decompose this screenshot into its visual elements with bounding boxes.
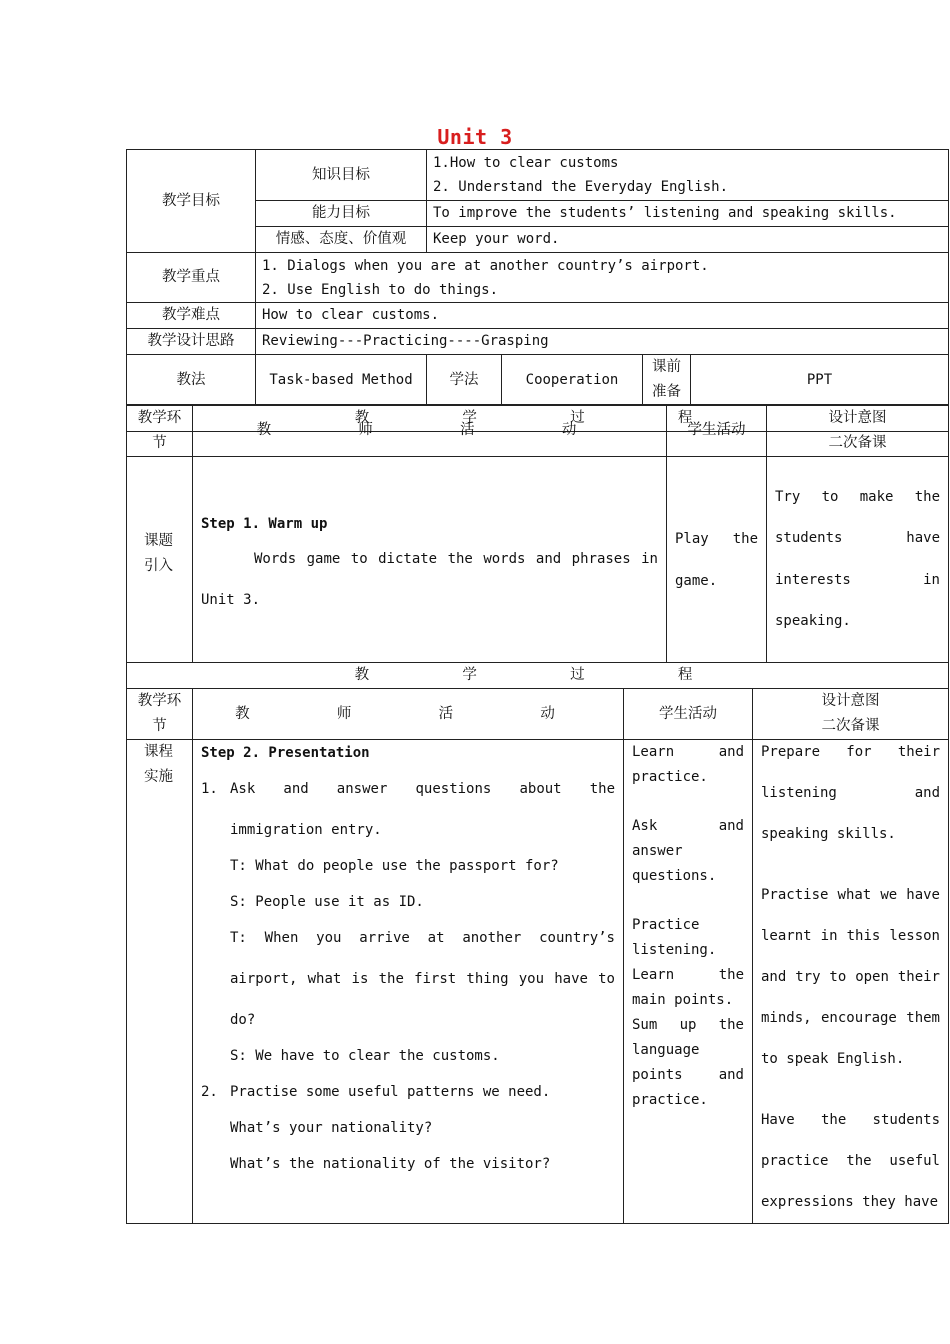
teacher-header-2-text: 教 师 活 动 [235, 705, 581, 722]
section1-body-line2: Unit 3. [201, 591, 261, 608]
item1-line2: immigration entry. [230, 822, 382, 838]
dialog-long-line2: airport, what is the first thing you have to [230, 971, 615, 987]
prep-value: PPT [691, 355, 949, 406]
dialog-answer: S: We have to clear the customs. [230, 1048, 500, 1064]
prep-label: 课前准备 [643, 355, 691, 406]
item2-text: Practise some useful patterns we need. [230, 1084, 551, 1100]
design-text: Reviewing---Practicing----Grasping [256, 329, 949, 355]
method-label: 教法 [127, 355, 256, 406]
intent-header-2-line1: 设计意图 [821, 693, 880, 709]
process-header-2 [127, 663, 949, 689]
key-point-item: 2. Use English to do things. [262, 281, 499, 298]
ability-label: 能力目标 [256, 201, 427, 227]
dialog-line: S: People use it as ID. [230, 894, 424, 910]
section2-step: Step 2. Presentation [201, 745, 370, 761]
method-value: Task-based Method [256, 355, 427, 406]
student-block: Sum up the language points and practice. [632, 1017, 744, 1108]
key-points-label: 教学重点 [127, 253, 256, 303]
knowledge-item: 1.How to clear customs [433, 155, 619, 171]
difficulties-text: How to clear customs. [256, 303, 949, 329]
patterns [201, 1110, 615, 1182]
process-header-2-text: 教 学 过 程 [354, 667, 721, 683]
section1-student: Play the game. [667, 457, 767, 663]
student-block: Learn and practice. [632, 744, 744, 785]
knowledge-item: 2. Understand the Everyday English. [433, 179, 729, 195]
section1-intent: Try to make the students have interests in speaking. [767, 457, 949, 663]
lesson-info-table [126, 149, 949, 432]
process-header-text: 教 学 过 程 [354, 410, 721, 426]
intent-header-2-line2: 二次备课 [821, 718, 880, 734]
study-label: 学法 [427, 355, 502, 406]
section2-item1 [201, 766, 615, 812]
section1-teacher [193, 457, 667, 663]
intent-header-line2: 二次备课 [828, 434, 887, 451]
emotion-text: Keep your word. [427, 227, 949, 253]
section2-stage: 课程实施 [127, 740, 193, 1224]
intent-header-line1: 设计意图 [828, 409, 887, 426]
difficulties-label: 教学难点 [127, 303, 256, 329]
dialog-long-line1: T: When you arrive at another country’s [230, 930, 615, 946]
intent-header [767, 405, 949, 457]
dialog-line: T: What do people use the passport for? [230, 858, 559, 874]
student-block: Learn the main points. [632, 967, 744, 1008]
section2-item2 [201, 1074, 615, 1110]
emotion-label: 情感、态度、价值观 [256, 227, 427, 253]
intent-block: Practise what we have learnt in this lesson and try to open their minds, encourage them to speak English. [761, 887, 940, 1067]
section1-stage: 课题引入 [127, 457, 193, 663]
student-header: 学生活动 [667, 405, 767, 457]
section1-step: Step 1. Warm up [201, 515, 328, 532]
stage-header-2: 教学环节 [127, 689, 193, 740]
section1-body-line1: Words game to dictate the words and phrases in [254, 550, 658, 567]
dialog-long-line3: do? [230, 1012, 256, 1028]
key-points-cell [256, 253, 949, 303]
warmup-table [126, 404, 949, 689]
intent-block: Prepare for their listening and speaking skills. [761, 744, 940, 842]
study-value: Cooperation [502, 355, 643, 406]
pattern-line: What’s your nationality? [230, 1120, 433, 1136]
intent-block: Have the students practice the useful expressions they have [761, 1112, 940, 1210]
section2-item1-cont [201, 812, 615, 1074]
section2-student [624, 740, 753, 1224]
key-point-item: 1. Dialogs when you are at another country’s airport. [262, 257, 709, 274]
student-block: Practice listening. [632, 917, 717, 958]
item1-number: 1. [201, 781, 218, 797]
item2-number: 2. [201, 1084, 218, 1100]
item1-line1: Ask and answer questions about the [230, 781, 615, 797]
knowledge-label: 知识目标 [256, 150, 427, 201]
ability-text: To improve the students’ listening and speaking skills. [427, 201, 949, 227]
section2-intent [753, 740, 949, 1224]
stage-header: 教学环节 [127, 405, 193, 457]
knowledge-cell [427, 150, 949, 201]
page-title: Unit 3 [437, 125, 513, 149]
objectives-label: 教学目标 [127, 150, 256, 253]
teacher-header-text: 教 师 活 动 [256, 422, 603, 438]
teacher-header [193, 405, 667, 457]
teacher-header-2 [193, 689, 624, 740]
pattern-line: What’s the nationality of the visitor? [230, 1156, 551, 1172]
student-header-2: 学生活动 [624, 689, 753, 740]
design-label: 教学设计思路 [127, 329, 256, 355]
presentation-table [126, 688, 949, 1224]
section2-teacher [193, 740, 624, 1224]
student-block: Ask and answer questions. [632, 818, 744, 884]
